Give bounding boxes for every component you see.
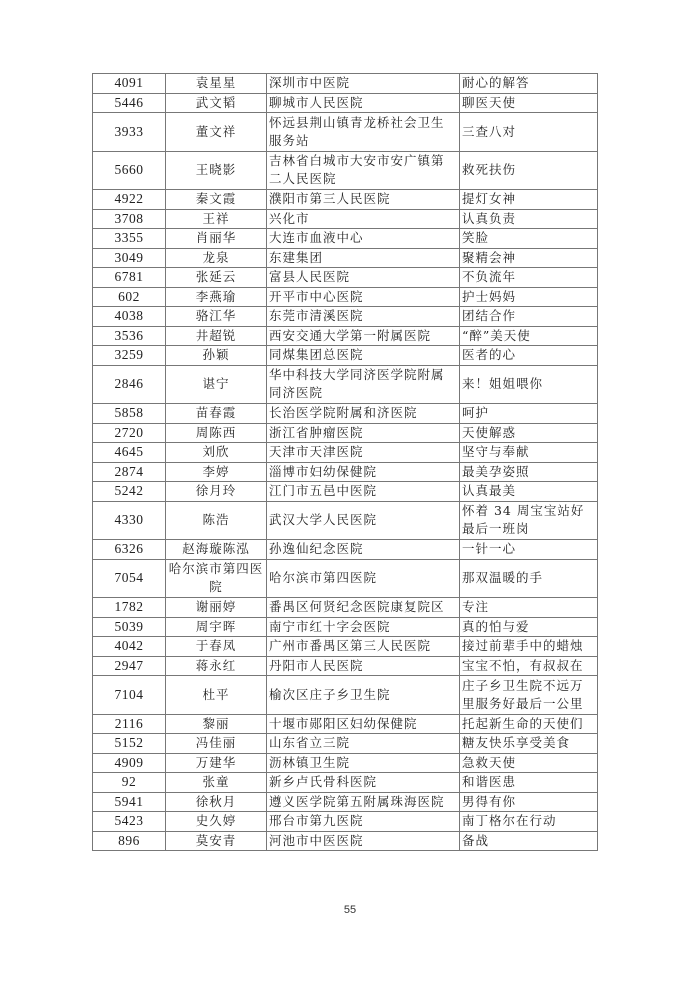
entry-name: 周宇晖 — [166, 617, 267, 637]
entry-title: 和谐医患 — [460, 773, 598, 793]
entry-id: 3049 — [93, 248, 166, 268]
entry-name: 张童 — [166, 773, 267, 793]
entry-name: 王晓影 — [166, 151, 267, 190]
entry-id: 2720 — [93, 423, 166, 443]
entry-title: 糖友快乐享受美食 — [460, 734, 598, 754]
entry-name: 黎丽 — [166, 714, 267, 734]
entry-title: 团结合作 — [460, 307, 598, 327]
entry-organization: 丹阳市人民医院 — [267, 656, 460, 676]
entry-organization: 邢台市第九医院 — [267, 812, 460, 832]
entry-id: 3259 — [93, 346, 166, 366]
table-row — [93, 462, 598, 482]
entry-title: 呵护 — [460, 404, 598, 424]
entry-id: 602 — [93, 287, 166, 307]
table-row — [93, 287, 598, 307]
entry-title: 真的怕与爱 — [460, 617, 598, 637]
entry-organization: 番禺区何贤纪念医院康复院区 — [267, 598, 460, 618]
entry-id: 4330 — [93, 501, 166, 540]
entry-name: 秦文霞 — [166, 190, 267, 210]
entry-organization: 山东省立三院 — [267, 734, 460, 754]
table-row — [93, 346, 598, 366]
entry-name: 井超锐 — [166, 326, 267, 346]
entry-name: 史久婷 — [166, 812, 267, 832]
table-row — [93, 190, 598, 210]
entry-organization: 广州市番禺区第三人民医院 — [267, 637, 460, 657]
entry-name: 莫安青 — [166, 831, 267, 851]
entry-name: 蒋永红 — [166, 656, 267, 676]
entry-title: 救死扶伤 — [460, 151, 598, 190]
entry-organization: 浙江省肿瘤医院 — [267, 423, 460, 443]
entry-id: 5152 — [93, 734, 166, 754]
entry-id: 2947 — [93, 656, 166, 676]
table-row — [93, 482, 598, 502]
entry-organization: 开平市中心医院 — [267, 287, 460, 307]
entry-title: 坚守与奉献 — [460, 443, 598, 463]
entry-title: 专注 — [460, 598, 598, 618]
entry-id: 7054 — [93, 559, 166, 598]
table-row — [93, 540, 598, 560]
table-row — [93, 676, 598, 715]
entry-organization: 东建集团 — [267, 248, 460, 268]
entry-name: 陈浩 — [166, 501, 267, 540]
entry-id: 4922 — [93, 190, 166, 210]
table-row — [93, 151, 598, 190]
table-row — [93, 326, 598, 346]
entry-id: 3355 — [93, 229, 166, 249]
entry-organization: 遵义医学院第五附属珠海医院 — [267, 792, 460, 812]
entry-organization: 富县人民医院 — [267, 268, 460, 288]
entry-organization: 淄博市妇幼保健院 — [267, 462, 460, 482]
entry-id: 5423 — [93, 812, 166, 832]
entry-name: 徐月玲 — [166, 482, 267, 502]
entry-title: 认真最美 — [460, 482, 598, 502]
entry-title: 不负流年 — [460, 268, 598, 288]
entry-title: 男得有你 — [460, 792, 598, 812]
entry-name: 肖丽华 — [166, 229, 267, 249]
entry-title: 接过前辈手中的蜡烛 — [460, 637, 598, 657]
entry-id: 3708 — [93, 209, 166, 229]
table-row — [93, 501, 598, 540]
entry-name: 徐秋月 — [166, 792, 267, 812]
entry-title: 最美孕姿照 — [460, 462, 598, 482]
table-row — [93, 792, 598, 812]
table-row — [93, 229, 598, 249]
entry-id: 1782 — [93, 598, 166, 618]
table-row — [93, 773, 598, 793]
entry-title: 急救天使 — [460, 753, 598, 773]
entry-title: 认真负责 — [460, 209, 598, 229]
table-row — [93, 714, 598, 734]
entry-name: 袁星星 — [166, 74, 267, 94]
table-row — [93, 248, 598, 268]
entry-title: 备战 — [460, 831, 598, 851]
entry-title: 耐心的解答 — [460, 74, 598, 94]
entry-title: 笑脸 — [460, 229, 598, 249]
entry-title: 聚精会神 — [460, 248, 598, 268]
entry-title: 医者的心 — [460, 346, 598, 366]
entry-organization: 大连市血液中心 — [267, 229, 460, 249]
table-row — [93, 365, 598, 404]
entry-organization: 江门市五邑中医院 — [267, 482, 460, 502]
table-row — [93, 598, 598, 618]
entry-id: 5446 — [93, 93, 166, 113]
entry-organization: 哈尔滨市第四医院 — [267, 559, 460, 598]
entry-id: 5941 — [93, 792, 166, 812]
entry-title: 托起新生命的天使们 — [460, 714, 598, 734]
entry-organization: 十堰市郧阳区妇幼保健院 — [267, 714, 460, 734]
entry-name: 董文祥 — [166, 113, 267, 152]
entry-id: 2874 — [93, 462, 166, 482]
entry-id: 6781 — [93, 268, 166, 288]
table-row — [93, 307, 598, 327]
entry-id: 4645 — [93, 443, 166, 463]
entry-title: 护士妈妈 — [460, 287, 598, 307]
table-row — [93, 209, 598, 229]
entry-name: 王祥 — [166, 209, 267, 229]
entry-title: 南丁格尔在行动 — [460, 812, 598, 832]
entry-name: 于春凤 — [166, 637, 267, 657]
entry-id: 7104 — [93, 676, 166, 715]
entry-organization: 沥林镇卫生院 — [267, 753, 460, 773]
entry-name: 赵海璇陈泓 — [166, 540, 267, 560]
table-row — [93, 443, 598, 463]
entry-title: 三查八对 — [460, 113, 598, 152]
table-row — [93, 113, 598, 152]
entry-id: 2846 — [93, 365, 166, 404]
entry-title: “醉”美天使 — [460, 326, 598, 346]
entry-name: 张延云 — [166, 268, 267, 288]
entry-id: 5242 — [93, 482, 166, 502]
entry-name: 孙颖 — [166, 346, 267, 366]
entry-organization: 长治医学院附属和济医院 — [267, 404, 460, 424]
entry-organization: 聊城市人民医院 — [267, 93, 460, 113]
table-row — [93, 93, 598, 113]
entry-name: 周陈西 — [166, 423, 267, 443]
entry-organization: 西安交通大学第一附属医院 — [267, 326, 460, 346]
entry-title: 宝宝不怕，有叔叔在 — [460, 656, 598, 676]
entry-id: 5039 — [93, 617, 166, 637]
entry-name: 武文韬 — [166, 93, 267, 113]
entry-organization: 孙逸仙纪念医院 — [267, 540, 460, 560]
entry-id: 5858 — [93, 404, 166, 424]
entry-id: 92 — [93, 773, 166, 793]
table-row — [93, 423, 598, 443]
entry-id: 2116 — [93, 714, 166, 734]
table-row — [93, 656, 598, 676]
entry-name: 万建华 — [166, 753, 267, 773]
entry-organization: 吉林省白城市大安市安广镇第二人民医院 — [267, 151, 460, 190]
entry-name: 哈尔滨市第四医院 — [166, 559, 267, 598]
entry-title: 来！姐姐喂你 — [460, 365, 598, 404]
entry-id: 5660 — [93, 151, 166, 190]
entry-name: 谢丽婷 — [166, 598, 267, 618]
table-row — [93, 831, 598, 851]
entry-name: 谌宁 — [166, 365, 267, 404]
table-row — [93, 268, 598, 288]
entry-title: 庄子乡卫生院不远万里服务好最后一公里 — [460, 676, 598, 715]
entry-name: 杜平 — [166, 676, 267, 715]
entry-name: 龙泉 — [166, 248, 267, 268]
entry-title: 提灯女神 — [460, 190, 598, 210]
entry-organization: 天津市天津医院 — [267, 443, 460, 463]
entry-organization: 华中科技大学同济医学院附属同济医院 — [267, 365, 460, 404]
table-row — [93, 559, 598, 598]
entry-organization: 兴化市 — [267, 209, 460, 229]
table-row — [93, 734, 598, 754]
table-row — [93, 404, 598, 424]
entry-id: 6326 — [93, 540, 166, 560]
entry-id: 4091 — [93, 74, 166, 94]
table-row — [93, 753, 598, 773]
entry-id: 3933 — [93, 113, 166, 152]
entry-title: 一针一心 — [460, 540, 598, 560]
entry-organization: 深圳市中医院 — [267, 74, 460, 94]
page-number: 55 — [343, 904, 357, 916]
entry-organization: 怀远县荆山镇青龙桥社会卫生服务站 — [267, 113, 460, 152]
entry-organization: 河池市中医医院 — [267, 831, 460, 851]
table-row — [93, 812, 598, 832]
entry-name: 李婷 — [166, 462, 267, 482]
entry-title: 怀着 34 周宝宝站好最后一班岗 — [460, 501, 598, 540]
entry-organization: 濮阳市第三人民医院 — [267, 190, 460, 210]
entry-id: 4038 — [93, 307, 166, 327]
entry-id: 3536 — [93, 326, 166, 346]
entry-organization: 榆次区庄子乡卫生院 — [267, 676, 460, 715]
entry-organization: 同煤集团总医院 — [267, 346, 460, 366]
table-row — [93, 74, 598, 94]
entry-organization: 新乡卢氏骨科医院 — [267, 773, 460, 793]
entries-table — [92, 73, 598, 851]
table-row — [93, 617, 598, 637]
entry-title: 那双温暖的手 — [460, 559, 598, 598]
entry-id: 896 — [93, 831, 166, 851]
entry-name: 李燕瑜 — [166, 287, 267, 307]
entry-title: 聊医天使 — [460, 93, 598, 113]
entry-name: 骆江华 — [166, 307, 267, 327]
entry-id: 4909 — [93, 753, 166, 773]
table-row — [93, 637, 598, 657]
entry-title: 天使解惑 — [460, 423, 598, 443]
entry-organization: 武汉大学人民医院 — [267, 501, 460, 540]
entry-organization: 东莞市清溪医院 — [267, 307, 460, 327]
entry-id: 4042 — [93, 637, 166, 657]
entry-name: 刘欣 — [166, 443, 267, 463]
entry-organization: 南宁市红十字会医院 — [267, 617, 460, 637]
entry-name: 冯佳丽 — [166, 734, 267, 754]
entry-name: 苗春霞 — [166, 404, 267, 424]
